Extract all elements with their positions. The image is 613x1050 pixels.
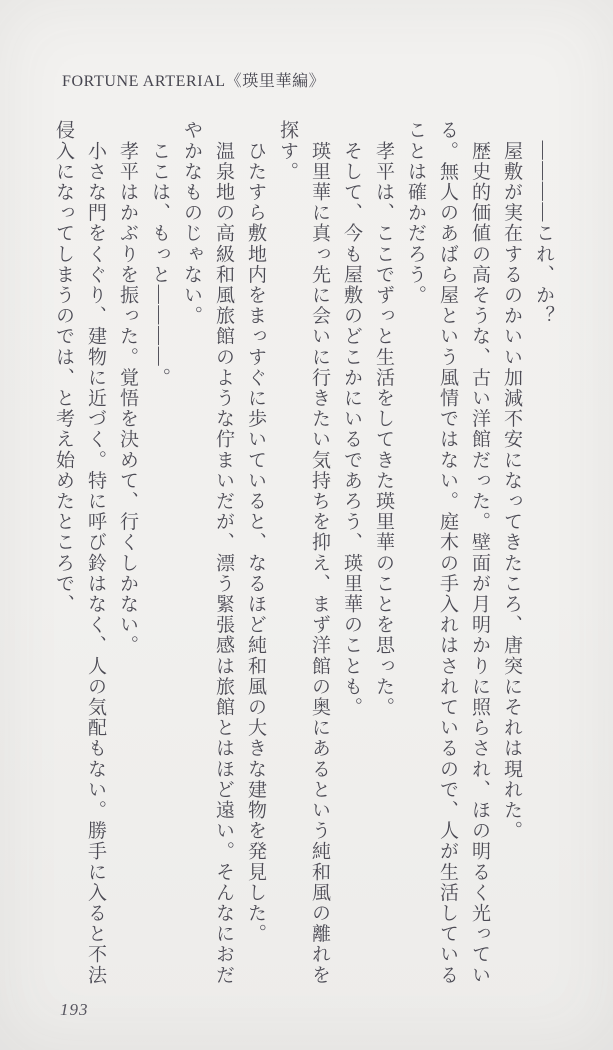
- paragraph-1: ――――これ、か？: [533, 120, 554, 326]
- paragraph-2: 屋敷が実在するのかいい加減不安になってきたころ、唐突にそれは現れた。: [501, 120, 522, 841]
- paragraph-6: 瑛里華に真っ先に会いに行きたい気持ちを抑え、まず洋館の奥にあるという純和風の離れを探す。: [277, 120, 330, 986]
- paragraph-10: 孝平はかぶりを振った。覚悟を決めて、行くしかない。: [117, 120, 138, 656]
- paragraph-4: 孝平は、ここでずっと生活をしてきた瑛里華のことを思った。: [373, 120, 394, 718]
- paragraph-11: 小さな門をくぐり、建物に近づく。特に呼び鈴はなく、人の気配もない。勝手に入ると不法侵入になってしまうのでは、と考え始めたところで、: [53, 120, 106, 986]
- paragraph-8: 温泉地の高級和風旅館のような佇まいだが、漂う緊張感は旅館とはほど遠い。そんなにおだやかなものじゃない。: [181, 120, 234, 986]
- page-number: 193: [60, 1000, 89, 1019]
- paragraph-5: そして、今も屋敷のどこかにいるであろう、瑛里華のことも。: [341, 120, 362, 718]
- paragraph-3: 歴史的価値の高そうな、古い洋館だった。壁面が月明かりに照らされ、ほの明るく光っている。無人のあばら屋という風情ではない。庭木の手入れはされているので、人が生活していることは確かだろう。: [405, 120, 490, 986]
- novel-text-block: [47, 120, 559, 992]
- paragraph-9: ここは、もっと――――。: [149, 120, 170, 388]
- paragraph-7: ひたすら敷地内をまっすぐに歩いていると、なるほど純和風の大きな建物を発見した。: [245, 120, 266, 944]
- running-header: FORTUNE ARTERIAL《瑛里華編》: [62, 73, 326, 90]
